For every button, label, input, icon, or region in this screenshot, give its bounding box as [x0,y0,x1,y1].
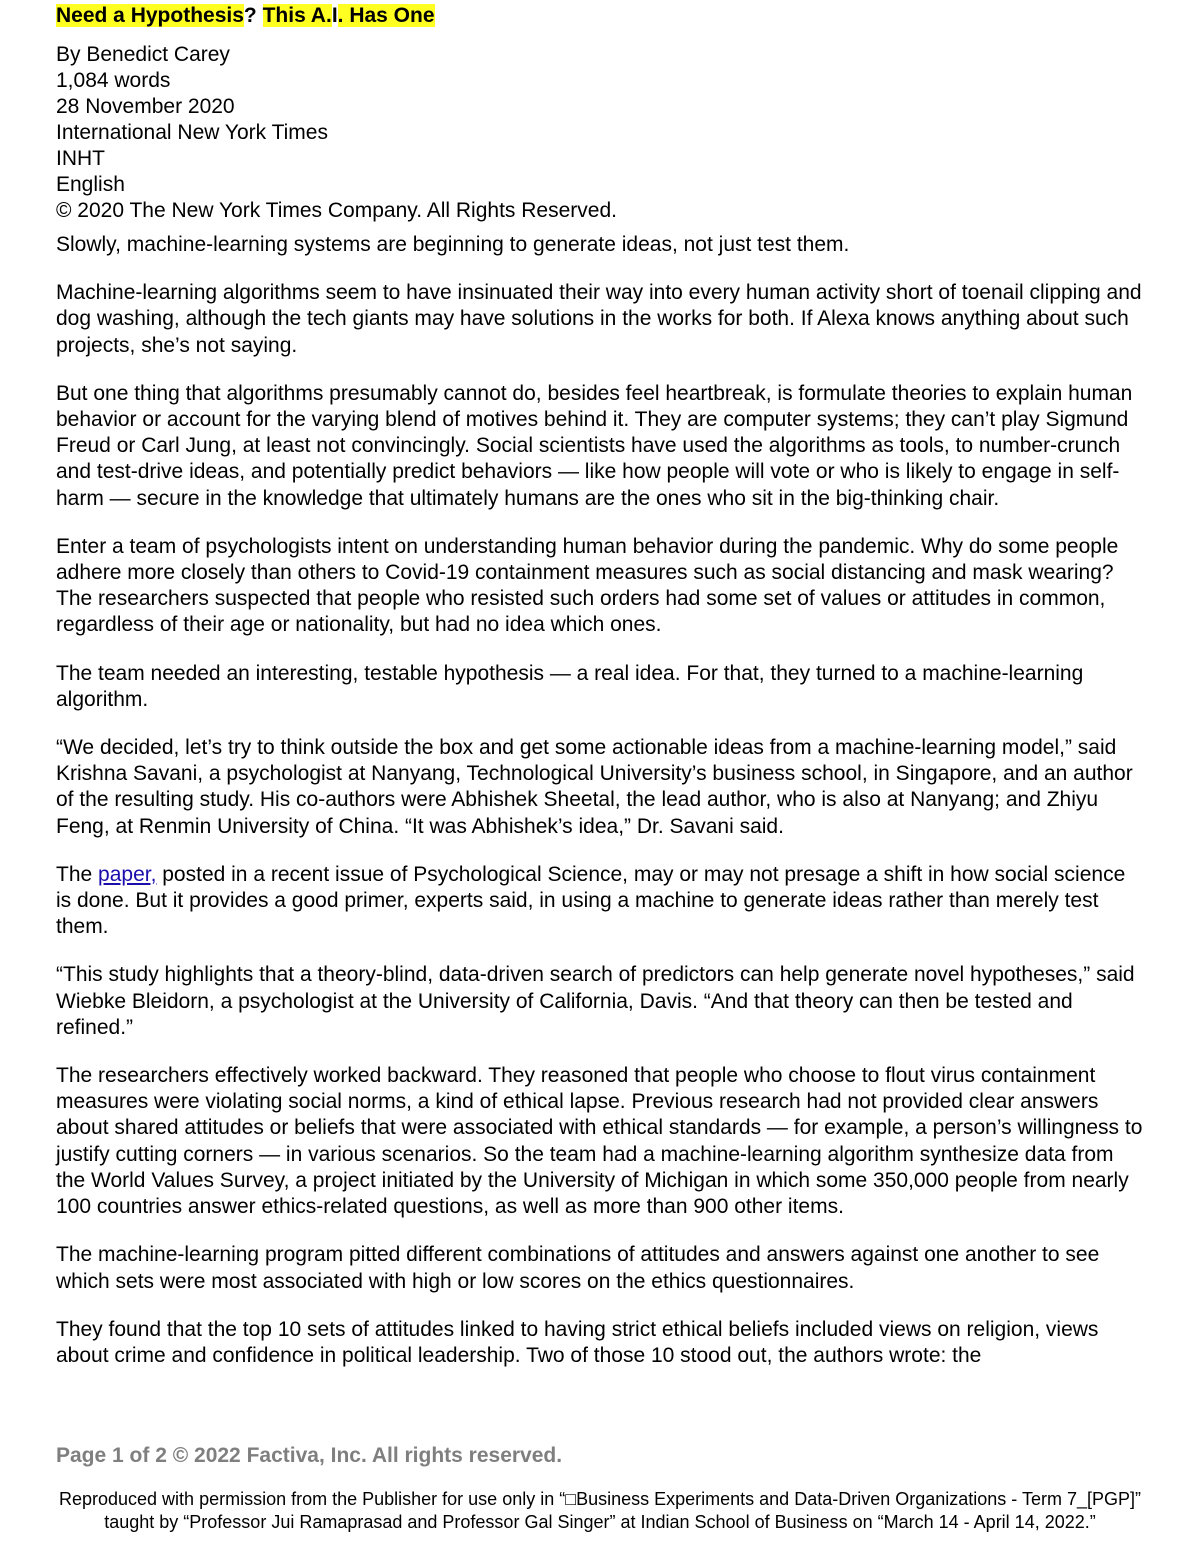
paragraph-6 [56,862,1146,941]
lead-paragraph: Slowly, machine-learning systems are beginning to generate ideas, not just test them. [56,233,850,256]
paragraph-6-text-before: The [56,862,99,886]
paragraph-3: Enter a team of psychologists intent on understanding human behavior during the pandemic. Why do some people adhere more closely than others to Covid-19 containment measures such as social distancing and mask wearing? The researchers suspected that people who resisted such orders had some set of values or attitudes in common, regardless of their age or nationality, but had no idea which ones. [56,534,1119,637]
headline-separator-1: ? [243,4,263,27]
article-body [56,232,1146,1369]
paper-link[interactable]: paper, [98,862,157,886]
paragraph-2: But one thing that algorithms presumably cannot do, besides feel heartbreak, is formulate theories to explain human behavior or account for the varying blend of motives behind it. They are computer systems; they can’t play Sigmund Freud or Carl Jung, at least not convincingly. Social scientists have used the algorithms as tools, to number-crunch and test-drive ideas, and potentially predict behaviors — like how people will vote or who is likely to engage in self-harm — secure in the knowledge that ultimately humans are the ones who sit in the big-thinking chair. [56,381,1133,510]
publish-date: 28 November 2020 [56,95,235,118]
headline-part-1: Need a Hypothesis [56,4,244,27]
headline [56,2,1146,30]
article-meta [56,42,1146,224]
reproduction-line-2: taught by “Professor Jui Ramaprasad and Professor Gal Singer” at Indian School of Business on “March 14 - April 14, 2022.” [104,1512,1096,1532]
reproduction-line-1: Reproduced with permission from the Publisher for use only in “□Business Experiments and Data-Driven Organizations - Term 7_[PGP]” [58,1489,1141,1509]
reproduction-notice [0,1488,1200,1534]
language: English [56,173,125,196]
paragraph-5: “We decided, let’s try to think outside the box and get some actionable ideas from a machine-learning model,” said Krishna Savani, a psychologist at Nanyang, Technological University’s business school, in Singapore, and an author of the resulting study. His co-authors were Abhishek Sheetal, the lead author, who is also at Nanyang; and Zhiyu Feng, at Renmin University of China. “It was Abhishek’s idea,” Dr. Savani said. [56,736,1133,838]
article [56,0,1146,1369]
paragraph-9: The machine-learning program pitted different combinations of attitudes and answers against one another to see which sets were most associated with high or low scores on the ethics questionnaires. [56,1243,1100,1293]
copyright-notice: © 2020 The New York Times Company. All Rights Reserved. [56,199,617,222]
paragraph-1: Machine-learning algorithms seem to have insinuated their way into every human activity short of toenail clipping and dog washing, although the tech giants may have solutions in the works for both. If Alexa knows anything about such projects, she’s not saying. [56,281,1142,357]
byline: By Benedict Carey [56,43,230,66]
publication-name: International New York Times [56,121,328,144]
page-footer: Page 1 of 2 © 2022 Factiva, Inc. All rights reserved. [56,1444,563,1467]
source-code: INHT [56,147,105,170]
paragraph-8: The researchers effectively worked backward. They reasoned that people who choose to flout virus containment measures were violating social norms, a kind of ethical lapse. Previous research had not provided clear answers about shared attitudes or beliefs that were associated with ethical standards — for example, a person’s willingness to justify cutting corners — in various scenarios. So the team had a machine-learning algorithm synthesize data from the World Values Survey, a project initiated by the University of Michigan in which some 350,000 people from nearly 100 countries answer ethics-related questions, as well as more than 900 other items. [56,1064,1143,1219]
headline-separator-2: I [331,4,338,27]
paragraph-6-text-after: posted in a recent issue of Psychological Science, may or may not presage a shift in how social science is done. But it provides a good primer, experts said, in using a machine to generate ideas rather than merely test them. [56,862,1126,939]
headline-part-3: . Has One [337,4,435,27]
paragraph-10: They found that the top 10 sets of attitudes linked to having strict ethical beliefs included views on religion, views about crime and confidence in political leadership. Two of those 10 stood out, the authors wrote: the [56,1317,1099,1367]
word-count: 1,084 words [56,69,171,92]
headline-part-2: This A. [262,4,332,27]
paragraph-7: “This study highlights that a theory-blind, data-driven search of predictors can help generate novel hypotheses,” said Wiebke Bleidorn, a psychologist at the University of California, Davis. “And that theory can then be tested and refined.” [56,963,1135,1039]
paragraph-4: The team needed an interesting, testable hypothesis — a real idea. For that, they turned to a machine-learning algorithm. [56,661,1084,711]
